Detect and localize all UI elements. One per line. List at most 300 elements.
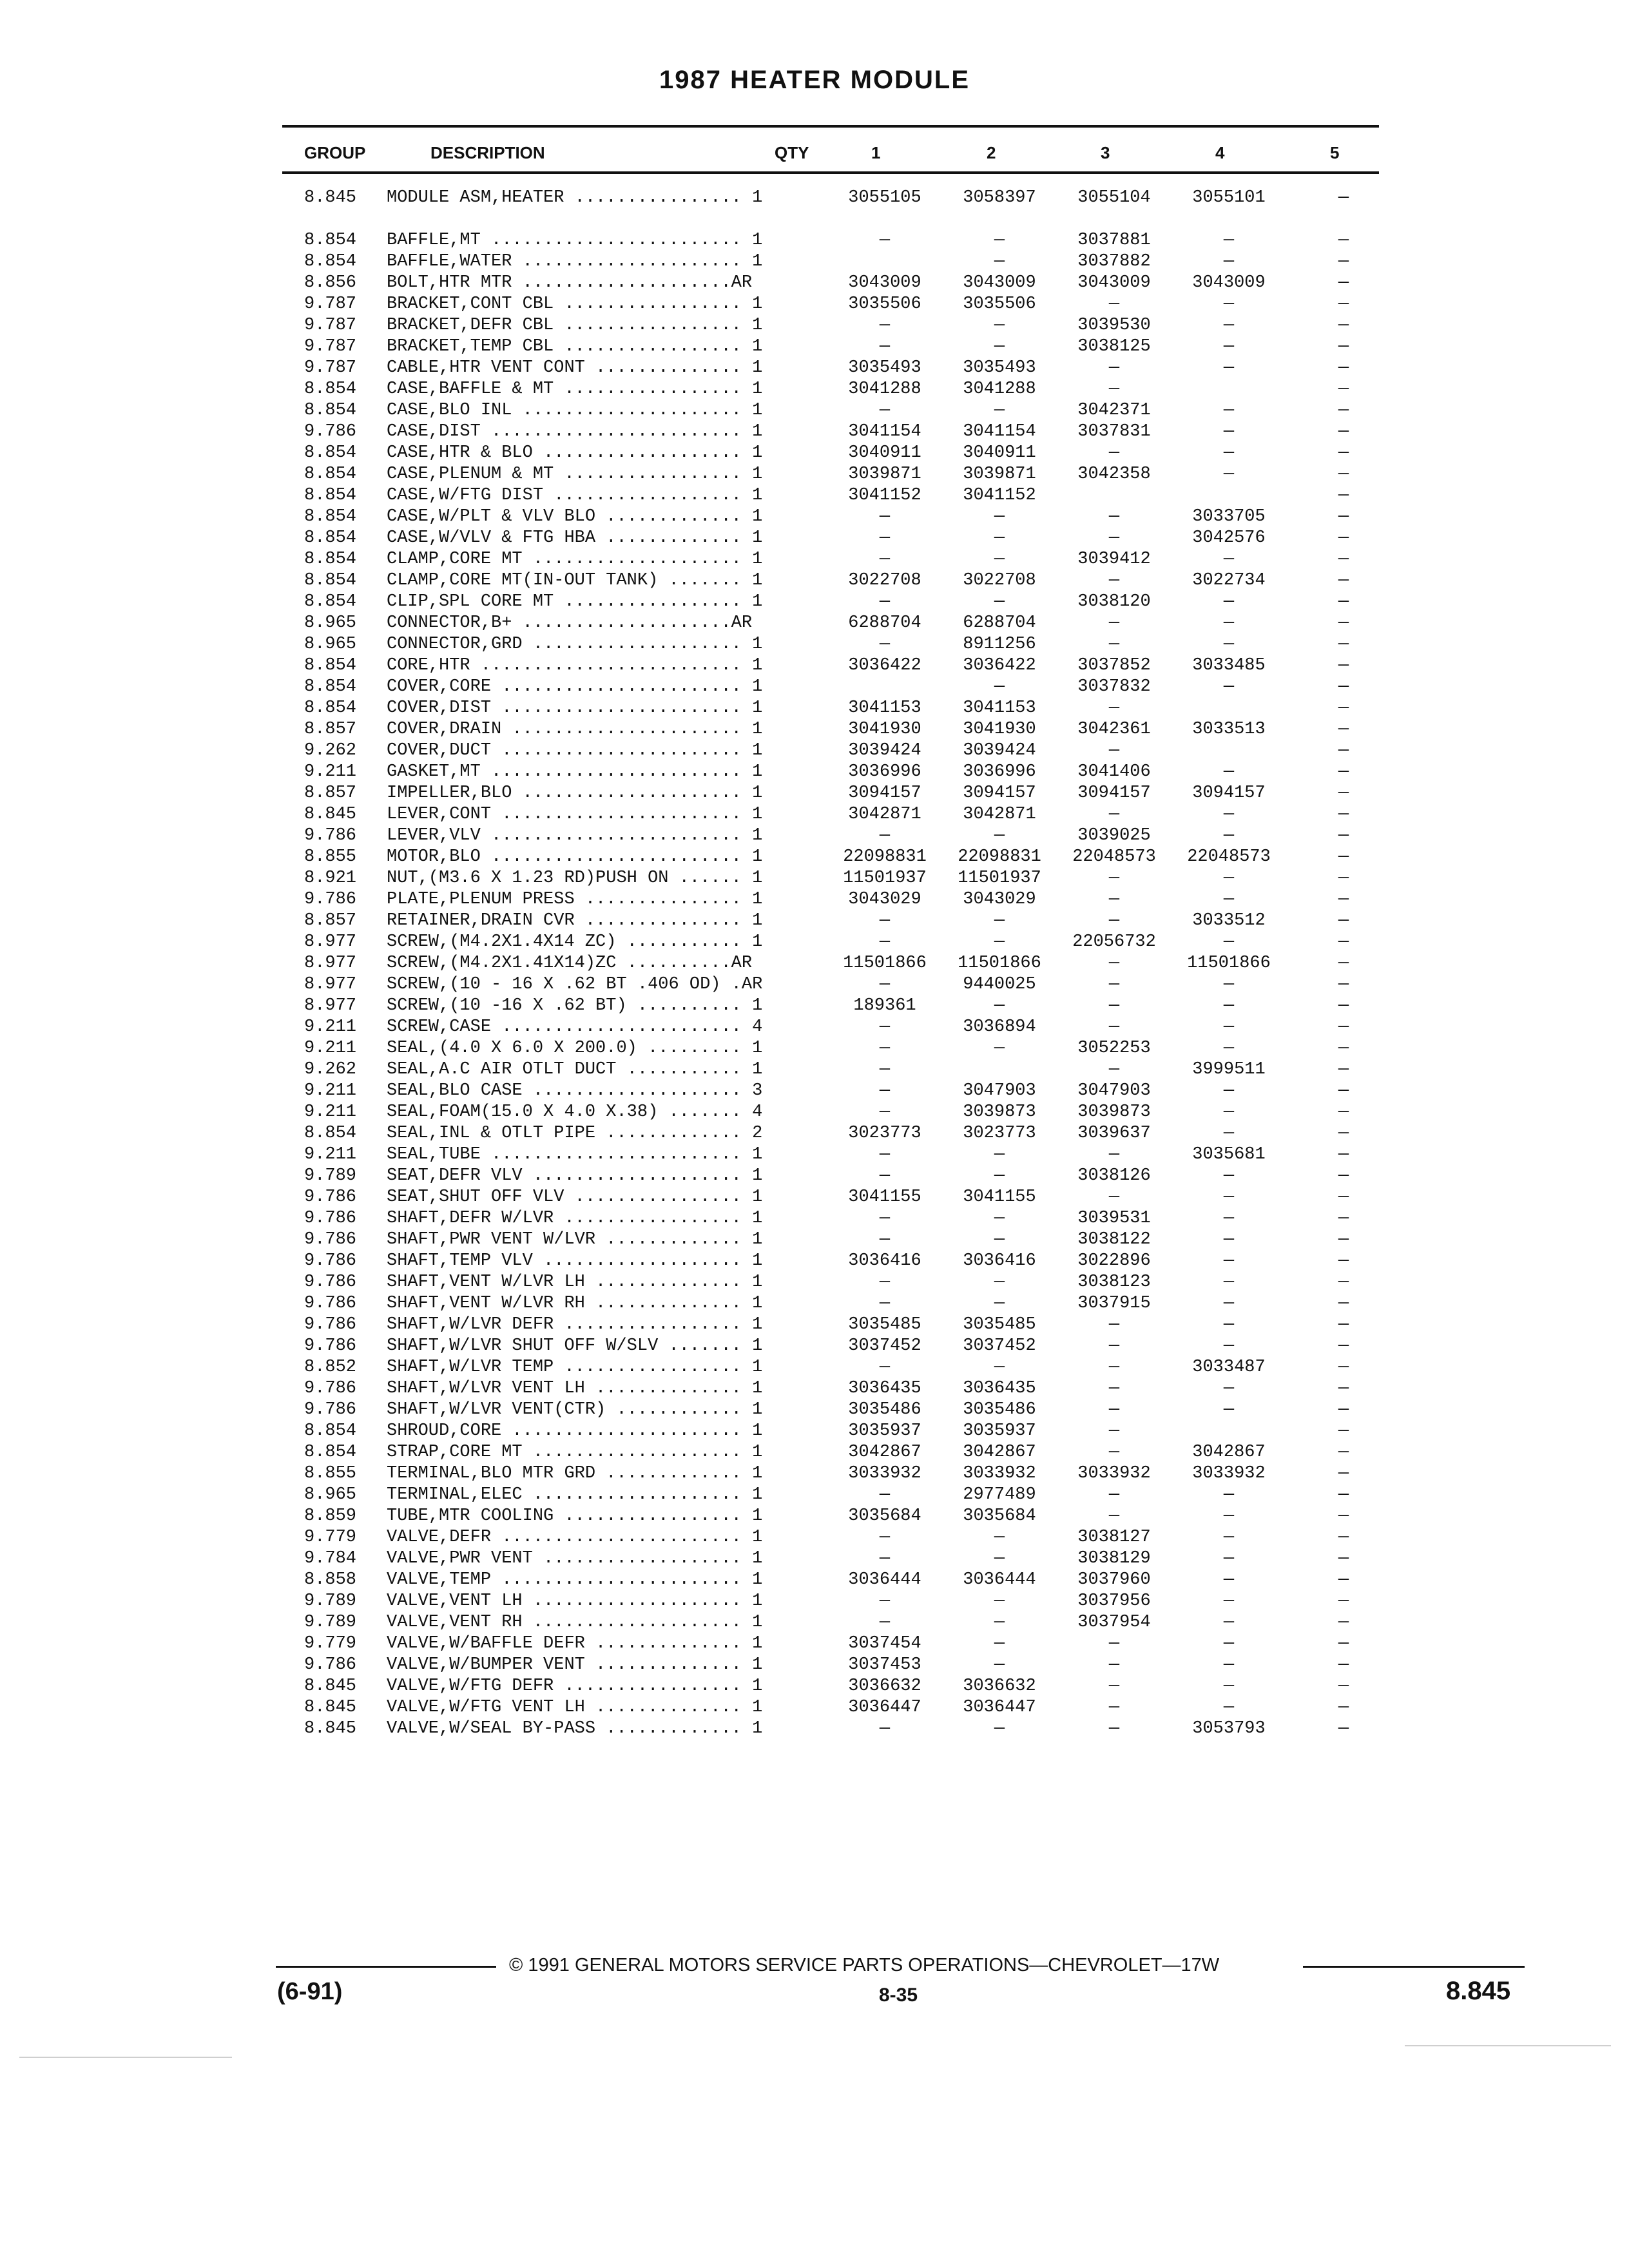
description-cell: SHROUD,CORE ...................... 1 <box>387 1421 763 1441</box>
table-row <box>0 1017 1629 1038</box>
table-row <box>0 1506 1629 1527</box>
group-cell: 8.857 <box>304 783 357 803</box>
col4-cell: — <box>1223 1102 1235 1122</box>
description-cell: VALVE,VENT LH .................... 1 <box>387 1591 763 1611</box>
col4-cell: — <box>1223 1273 1235 1292</box>
col3-cell: 3037852 <box>1077 656 1151 675</box>
description-cell: TUBE,MTR COOLING ................. 1 <box>387 1506 763 1526</box>
table-row <box>0 1633 1629 1655</box>
col5-cell: — <box>1338 1506 1349 1526</box>
table-row <box>0 1591 1629 1612</box>
col3-cell: 3037881 <box>1077 231 1151 250</box>
col2-cell: — <box>994 1719 1005 1738</box>
group-cell: 9.786 <box>304 1209 357 1228</box>
group-cell: 8.854 <box>304 231 357 250</box>
col2-cell: — <box>994 1230 1005 1249</box>
description-cell: CASE,HTR & BLO ................... 1 <box>387 443 763 463</box>
col3-cell: 3042361 <box>1077 720 1151 739</box>
col4-cell: — <box>1223 252 1235 271</box>
col4-cell: — <box>1223 1379 1235 1398</box>
col2-cell: 3043029 <box>963 890 1036 909</box>
col4-cell: — <box>1223 1294 1235 1313</box>
header-col5: 5 <box>1330 143 1340 162</box>
table-row <box>0 464 1629 485</box>
col2-cell: — <box>994 932 1005 952</box>
description-cell: BAFFLE,WATER ..................... 1 <box>387 252 763 271</box>
table-row <box>0 1187 1629 1208</box>
col5-cell: — <box>1338 1017 1349 1037</box>
col5-cell: — <box>1338 635 1349 654</box>
group-cell: 8.965 <box>304 635 357 654</box>
col4-cell: — <box>1223 890 1235 909</box>
group-cell: 8.977 <box>304 932 357 952</box>
description-cell: SEAL,BLO CASE .................... 3 <box>387 1081 763 1100</box>
col1-cell: 3036447 <box>848 1698 921 1717</box>
description-cell: CONNECTOR,GRD .................... 1 <box>387 635 763 654</box>
col5-cell: — <box>1338 1379 1349 1398</box>
group-cell: 9.789 <box>304 1166 357 1186</box>
col4-cell: — <box>1223 358 1235 378</box>
col3-cell: — <box>1108 1358 1120 1377</box>
group-cell: 8.854 <box>304 486 357 505</box>
col2-cell: 6288704 <box>963 613 1036 633</box>
col2-cell: — <box>994 1145 1005 1164</box>
col2-cell: 11501937 <box>958 869 1041 888</box>
group-cell: 9.786 <box>304 1251 357 1271</box>
col2-cell: 3041930 <box>963 720 1036 739</box>
col5-cell: — <box>1338 869 1349 888</box>
description-cell: VALVE,W/BUMPER VENT .............. 1 <box>387 1655 763 1675</box>
description-cell: MOTOR,BLO ........................ 1 <box>387 847 763 867</box>
group-cell: 8.854 <box>304 677 357 697</box>
col3-cell: 3037954 <box>1077 1613 1151 1632</box>
table-row <box>0 358 1629 379</box>
col5-cell: — <box>1338 783 1349 803</box>
description-cell: VALVE,TEMP ....................... 1 <box>387 1570 763 1590</box>
col4-cell: — <box>1223 613 1235 633</box>
group-cell: 9.211 <box>304 1039 357 1058</box>
header-description: DESCRIPTION <box>430 143 545 162</box>
col2-cell: 8911256 <box>963 635 1036 654</box>
col1-cell: 3040911 <box>848 443 921 463</box>
col2-cell: 3036996 <box>963 762 1036 782</box>
col3-cell: 3038120 <box>1077 592 1151 611</box>
col5-cell: — <box>1338 1166 1349 1186</box>
col4-cell: 3094157 <box>1192 783 1266 803</box>
col1-cell: 6288704 <box>848 613 921 633</box>
col5-cell: — <box>1338 1060 1349 1079</box>
description-cell: NUT,(M3.6 X 1.23 RD)PUSH ON ...... 1 <box>387 869 763 888</box>
col5-cell: — <box>1338 380 1349 399</box>
group-cell: 9.211 <box>304 762 357 782</box>
description-cell: MODULE ASM,HEATER ................ 1 <box>387 188 763 207</box>
col1-cell: — <box>879 1528 891 1547</box>
col2-cell: — <box>994 1273 1005 1292</box>
col3-cell: 22056732 <box>1072 932 1156 952</box>
description-cell: BRACKET,CONT CBL ................. 1 <box>387 294 763 314</box>
col3-cell: 3047903 <box>1077 1081 1151 1100</box>
col2-cell: — <box>994 826 1005 845</box>
col4-cell: — <box>1223 1698 1235 1717</box>
col1-cell: — <box>879 1209 891 1228</box>
group-cell: 9.789 <box>304 1613 357 1632</box>
col4-cell: 3033512 <box>1192 911 1266 930</box>
col2-cell: 22098831 <box>958 847 1041 867</box>
table-row <box>0 1421 1629 1442</box>
group-cell: 9.211 <box>304 1145 357 1164</box>
col5-cell: — <box>1338 1145 1349 1164</box>
table-row <box>0 1612 1629 1633</box>
col5-cell: — <box>1338 1081 1349 1100</box>
col2-cell: 3036435 <box>963 1379 1036 1398</box>
col1-cell: — <box>879 337 891 356</box>
description-cell: SHAFT,W/LVR DEFR ................. 1 <box>387 1315 763 1334</box>
col2-cell: — <box>994 1591 1005 1611</box>
col4-cell: — <box>1223 422 1235 441</box>
col5-cell: — <box>1338 294 1349 314</box>
group-cell: 8.977 <box>304 996 357 1015</box>
col1-cell: — <box>879 401 891 420</box>
col4-cell: — <box>1223 1677 1235 1696</box>
col2-cell: 3042867 <box>963 1443 1036 1462</box>
col5-cell: — <box>1338 1570 1349 1590</box>
group-cell: 8.854 <box>304 507 357 526</box>
group-cell: 8.845 <box>304 1719 357 1738</box>
group-cell: 9.787 <box>304 337 357 356</box>
col2-cell: 3036422 <box>963 656 1036 675</box>
description-cell: SEAL,FOAM(15.0 X 4.0 X.38) ....... 4 <box>387 1102 763 1122</box>
col5-cell: — <box>1338 1443 1349 1462</box>
group-cell: 8.854 <box>304 1124 357 1143</box>
table-row <box>0 868 1629 889</box>
col2-cell: 9440025 <box>963 975 1036 994</box>
col2-cell: 3039873 <box>963 1102 1036 1122</box>
table-row <box>0 995 1629 1017</box>
group-cell: 9.786 <box>304 890 357 909</box>
table-row <box>0 1293 1629 1314</box>
col4-cell: — <box>1223 592 1235 611</box>
col1-cell: 3035485 <box>848 1315 921 1334</box>
description-cell: COVER,DUCT ....................... 1 <box>387 741 763 760</box>
col3-cell: — <box>1108 996 1120 1015</box>
description-cell: SHAFT,VENT W/LVR RH .............. 1 <box>387 1294 763 1313</box>
col3-cell: 3037831 <box>1077 422 1151 441</box>
description-cell: VALVE,W/FTG VENT LH .............. 1 <box>387 1698 763 1717</box>
col1-cell: 3035506 <box>848 294 921 314</box>
col4-cell: 3042867 <box>1192 1443 1266 1462</box>
col4-cell: — <box>1223 1017 1235 1037</box>
col3-cell: 3039412 <box>1077 550 1151 569</box>
col1-cell: 3036422 <box>848 656 921 675</box>
col3-cell: — <box>1108 571 1120 590</box>
col2-cell: 3041154 <box>963 422 1036 441</box>
col1-cell: 3035937 <box>848 1421 921 1441</box>
col2-cell: 3041288 <box>963 380 1036 399</box>
col2-cell: — <box>994 1613 1005 1632</box>
group-cell: 9.786 <box>304 1294 357 1313</box>
col1-cell: — <box>879 1549 891 1568</box>
description-cell: SHAFT,PWR VENT W/LVR ............. 1 <box>387 1230 763 1249</box>
col5-cell: — <box>1338 550 1349 569</box>
col5-cell: — <box>1338 677 1349 697</box>
col5-cell: — <box>1338 698 1349 718</box>
col4-cell: 3033485 <box>1192 656 1266 675</box>
table-row <box>0 294 1629 315</box>
col5-cell: — <box>1338 741 1349 760</box>
col5-cell: — <box>1338 465 1349 484</box>
description-cell: CABLE,HTR VENT CONT .............. 1 <box>387 358 763 378</box>
col1-cell: 3039871 <box>848 465 921 484</box>
col1-cell: — <box>879 231 891 250</box>
col3-cell: — <box>1108 1698 1120 1717</box>
table-row <box>0 719 1629 740</box>
col3-cell: — <box>1108 443 1120 463</box>
group-cell: 8.859 <box>304 1506 357 1526</box>
col1-cell: 3041155 <box>848 1187 921 1207</box>
col1-cell: — <box>879 1081 891 1100</box>
col1-cell: 3042867 <box>848 1443 921 1462</box>
table-row <box>0 379 1629 400</box>
table-row <box>0 698 1629 719</box>
col4-cell: — <box>1223 1230 1235 1249</box>
group-cell: 8.965 <box>304 613 357 633</box>
col3-cell: — <box>1108 1634 1120 1653</box>
col3-cell: — <box>1108 1421 1120 1441</box>
col2-cell: 3033932 <box>963 1464 1036 1483</box>
table-row <box>0 1102 1629 1123</box>
col2-cell: 3036416 <box>963 1251 1036 1271</box>
col4-cell: 3042576 <box>1192 528 1266 548</box>
col5-cell: — <box>1338 1273 1349 1292</box>
group-cell: 9.784 <box>304 1549 357 1568</box>
col3-cell: — <box>1108 975 1120 994</box>
col1-cell: 3035486 <box>848 1400 921 1419</box>
col5-cell: — <box>1338 1230 1349 1249</box>
col1-cell: — <box>879 1719 891 1738</box>
group-cell: 8.852 <box>304 1358 357 1377</box>
col4-cell: — <box>1223 635 1235 654</box>
description-cell: LEVER,CONT ....................... 1 <box>387 805 763 824</box>
col4-cell: — <box>1223 1251 1235 1271</box>
col3-cell: 3037960 <box>1077 1570 1151 1590</box>
table-row <box>0 847 1629 868</box>
table-row <box>0 740 1629 762</box>
table-row <box>0 974 1629 995</box>
footer-rule-right <box>1303 1966 1525 1968</box>
col2-cell: — <box>994 1549 1005 1568</box>
col4-cell: — <box>1223 975 1235 994</box>
col2-cell: — <box>994 1634 1005 1653</box>
col2-cell: — <box>994 1166 1005 1186</box>
table-row <box>0 1697 1629 1718</box>
group-cell: 8.977 <box>304 975 357 994</box>
group-cell: 8.854 <box>304 550 357 569</box>
group-cell: 9.786 <box>304 1379 357 1398</box>
description-cell: VALVE,DEFR ....................... 1 <box>387 1528 763 1547</box>
header-group: GROUP <box>304 143 366 162</box>
col5-cell: — <box>1338 847 1349 867</box>
col5-cell: — <box>1338 1294 1349 1313</box>
col3-cell: — <box>1108 528 1120 548</box>
col5-cell: — <box>1338 1464 1349 1483</box>
col1-cell: — <box>879 1591 891 1611</box>
col3-cell: — <box>1108 1655 1120 1675</box>
col1-cell: — <box>879 1294 891 1313</box>
col5-cell: — <box>1338 1634 1349 1653</box>
col4-cell: 3053793 <box>1192 1719 1266 1738</box>
description-cell: TERMINAL,BLO MTR GRD ............. 1 <box>387 1464 763 1483</box>
table-row <box>0 485 1629 506</box>
table-row <box>0 889 1629 910</box>
table-row <box>0 1548 1629 1570</box>
col2-cell: 3035506 <box>963 294 1036 314</box>
table-row <box>0 655 1629 677</box>
table-row <box>0 230 1629 251</box>
col5-cell: — <box>1338 656 1349 675</box>
col2-cell: 3043009 <box>963 273 1036 293</box>
col2-cell: — <box>994 592 1005 611</box>
description-cell: CASE,BLO INL ..................... 1 <box>387 401 763 420</box>
col5-cell: — <box>1338 401 1349 420</box>
col1-cell: 11501937 <box>843 869 927 888</box>
col4-cell: — <box>1223 1549 1235 1568</box>
col4-cell: 3035681 <box>1192 1145 1266 1164</box>
col5-cell: — <box>1338 1315 1349 1334</box>
col1-cell: — <box>879 975 891 994</box>
col3-cell: 3039530 <box>1077 316 1151 335</box>
col5-cell: — <box>1338 1124 1349 1143</box>
col4-cell: 3033705 <box>1192 507 1266 526</box>
description-cell: SEAT,SHUT OFF VLV ................ 1 <box>387 1187 763 1207</box>
header-col1: 1 <box>871 143 881 162</box>
group-cell: 8.854 <box>304 252 357 271</box>
footer-date-code: (6-91) <box>277 1978 343 2005</box>
group-cell: 8.855 <box>304 847 357 867</box>
header-col3: 3 <box>1101 143 1110 162</box>
col1-cell: — <box>879 1017 891 1037</box>
col1-cell: — <box>879 1060 891 1079</box>
col1-cell: — <box>879 1039 891 1058</box>
col2-cell: 3035937 <box>963 1421 1036 1441</box>
header-qty: QTY <box>775 143 809 162</box>
table-row <box>0 1251 1629 1272</box>
col1-cell: 189361 <box>853 996 916 1015</box>
table-row <box>0 443 1629 464</box>
col3-cell: 3038127 <box>1077 1528 1151 1547</box>
col4-cell: — <box>1223 1613 1235 1632</box>
description-cell: CLAMP,CORE MT .................... 1 <box>387 550 763 569</box>
description-cell: LEVER,VLV ........................ 1 <box>387 826 763 845</box>
col5-cell: — <box>1338 1528 1349 1547</box>
group-cell: 9.211 <box>304 1081 357 1100</box>
col4-cell: — <box>1223 1209 1235 1228</box>
col4-cell: — <box>1223 1591 1235 1611</box>
col3-cell: — <box>1108 911 1120 930</box>
col1-cell: 3037454 <box>848 1634 921 1653</box>
col5-cell: — <box>1338 954 1349 973</box>
col4-cell: 3022734 <box>1192 571 1266 590</box>
col1-cell: — <box>879 1166 891 1186</box>
col2-cell: 3037452 <box>963 1336 1036 1356</box>
col2-cell: — <box>994 316 1005 335</box>
group-cell: 9.262 <box>304 741 357 760</box>
table-row <box>0 1399 1629 1421</box>
col4-cell: — <box>1223 1336 1235 1356</box>
col5-cell: — <box>1338 1209 1349 1228</box>
col5-cell: — <box>1338 890 1349 909</box>
col3-cell: 3038125 <box>1077 337 1151 356</box>
col1-cell: 3036996 <box>848 762 921 782</box>
description-cell: TERMINAL,ELEC .................... 1 <box>387 1485 763 1504</box>
col4-cell: 3033513 <box>1192 720 1266 739</box>
col1-cell: — <box>879 550 891 569</box>
col2-cell: — <box>994 231 1005 250</box>
description-cell: SEAL,A.C AIR OTLT DUCT ........... 1 <box>387 1060 763 1079</box>
col1-cell: 3036435 <box>848 1379 921 1398</box>
col4-cell: — <box>1223 1634 1235 1653</box>
col3-cell: — <box>1108 380 1120 399</box>
table-row <box>0 400 1629 421</box>
table-row <box>0 1123 1629 1144</box>
col5-cell: — <box>1338 1485 1349 1504</box>
col3-cell: — <box>1108 507 1120 526</box>
footer-page-number: 8-35 <box>879 1984 918 2006</box>
description-cell: BRACKET,DEFR CBL ................. 1 <box>387 316 763 335</box>
table-row <box>0 1208 1629 1229</box>
table-row <box>0 1314 1629 1336</box>
group-cell: 9.787 <box>304 358 357 378</box>
col2-cell: — <box>994 337 1005 356</box>
group-cell: 9.789 <box>304 1591 357 1611</box>
group-cell: 8.856 <box>304 273 357 293</box>
col2-cell: 3035485 <box>963 1315 1036 1334</box>
col5-cell: — <box>1338 762 1349 782</box>
col5-cell: — <box>1338 252 1349 271</box>
col5-cell: — <box>1338 337 1349 356</box>
col3-cell: — <box>1108 869 1120 888</box>
col5-cell: — <box>1338 613 1349 633</box>
description-cell: IMPELLER,BLO ..................... 1 <box>387 783 763 803</box>
col1-cell: 3037452 <box>848 1336 921 1356</box>
col2-cell: — <box>994 1294 1005 1313</box>
description-cell: SEAL,INL & OTLT PIPE ............. 2 <box>387 1124 763 1143</box>
table-row <box>0 783 1629 804</box>
col5-cell: — <box>1338 188 1349 207</box>
col3-cell: — <box>1108 805 1120 824</box>
col5-cell: — <box>1338 571 1349 590</box>
description-cell: COVER,CORE ....................... 1 <box>387 677 763 697</box>
description-cell: CASE,DIST ........................ 1 <box>387 422 763 441</box>
col3-cell: 3022896 <box>1077 1251 1151 1271</box>
group-cell: 9.786 <box>304 1655 357 1675</box>
description-cell: SCREW,CASE ....................... 4 <box>387 1017 763 1037</box>
table-row <box>0 251 1629 273</box>
group-cell: 9.786 <box>304 1336 357 1356</box>
col3-cell: 3055104 <box>1077 188 1151 207</box>
col3-cell: 3038123 <box>1077 1273 1151 1292</box>
col1-cell: — <box>879 528 891 548</box>
table-row <box>0 421 1629 443</box>
col5-cell: — <box>1338 1251 1349 1271</box>
description-cell: SEAT,DEFR VLV .................... 1 <box>387 1166 763 1186</box>
group-cell: 8.857 <box>304 911 357 930</box>
col1-cell: 3023773 <box>848 1124 921 1143</box>
description-cell: CASE,W/VLV & FTG HBA ............. 1 <box>387 528 763 548</box>
description-cell: VALVE,VENT RH .................... 1 <box>387 1613 763 1632</box>
col4-cell: — <box>1223 762 1235 782</box>
col1-cell: 3035493 <box>848 358 921 378</box>
group-cell: 9.779 <box>304 1528 357 1547</box>
